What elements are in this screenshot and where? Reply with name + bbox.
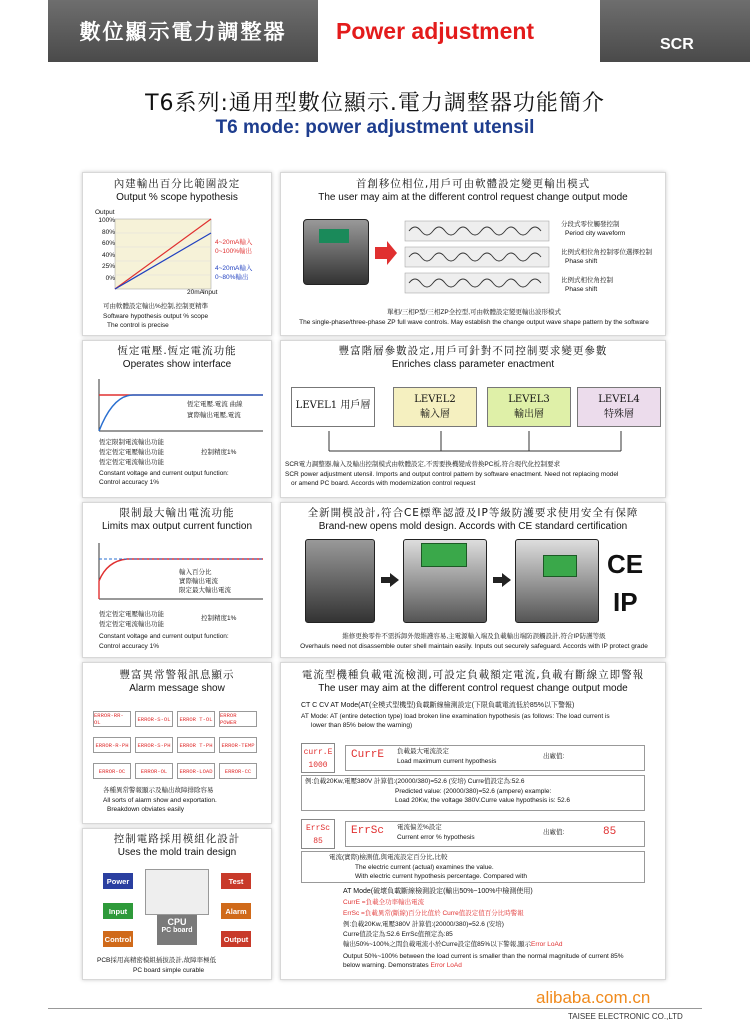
panel-title-cn: 控制電路採用模組化設計 — [113, 833, 241, 845]
example-2-en-2: With electric current hypothesis percentage. Compared with — [355, 873, 527, 880]
at-line-5-text: 輸出50%~100%之間負載電流小於Curre設定值85%以下警報,顯示 — [343, 941, 531, 948]
y-tick: 80% — [101, 228, 115, 236]
company-name: TAISEE ELECTRONIC CO.,LTD — [568, 1012, 683, 1021]
panel-output-mode — [280, 172, 666, 336]
factory-label-2: 出廠值: — [543, 829, 565, 836]
en-2: Control accuracy 1% — [99, 479, 159, 486]
block-input: Input — [103, 903, 133, 919]
panel-title-cn: 全新開模設計,符合CE標準認證及IP等級防護要求使用安全有保障 — [307, 507, 639, 519]
panel-mold-design — [280, 502, 666, 658]
arrow-icon — [493, 573, 511, 587]
panel-heading — [83, 178, 271, 204]
level-sub: 特殊層 — [604, 409, 634, 420]
panel-heading — [83, 833, 271, 859]
arrow-icon — [381, 573, 399, 587]
panel-heading — [83, 345, 271, 371]
setting-2-cn: 電流偏差%設定 — [397, 824, 442, 831]
cpu-block — [157, 915, 197, 945]
footer-divider — [48, 1008, 702, 1009]
block-output: Output — [221, 931, 251, 947]
alarm-code: ERROR-OL — [135, 763, 173, 779]
panel-title-cn: 豐富階層參數設定,用戶可針對不同控制要求變更參數 — [338, 345, 608, 357]
note-cn: 各種異常警報顯示及輸出故障排除容易 — [103, 787, 214, 794]
panel-title-cn: 電流型機種負載電流檢測,可設定負載額定電流,負載有斷線立即警報 — [301, 669, 645, 681]
x-axis-label: Input — [203, 289, 218, 296]
note-en-1: All sorts of alarm show and exportation. — [103, 797, 217, 804]
panel-title-en: Alarm message show — [129, 683, 225, 694]
panel-heading — [281, 178, 665, 204]
panel-heading — [83, 507, 271, 533]
note-cn: 維修更換零件不需拆卸外殼維護容易,主電源輸入端及負載輸出端防誤觸設計,符合IP防護等級 — [342, 633, 606, 640]
example-2-en-1: The electric current (actual) examines the value. — [355, 864, 494, 871]
alarm-code: ERROR T-PH — [177, 737, 215, 753]
text-1: 恆定限制電流輸出功能 — [99, 439, 164, 446]
panel-heading — [281, 507, 665, 533]
page-title-en-rest: : power adjustment utensil — [293, 117, 535, 138]
at-line-3: 例:負載20Kw,電壓380V 計算值:(20000/380)=52.6 (安培) — [343, 921, 504, 928]
pcb-board-3 — [543, 555, 577, 577]
header-badge: SCR — [660, 36, 694, 53]
panel-title-en: Operates show interface — [122, 359, 232, 370]
at-line-1: CurrE =負載全功率輸出電流 — [343, 899, 425, 906]
en-1: Constant voltage and current output function: — [99, 633, 229, 640]
panel-alarm — [82, 662, 272, 824]
error-load-label: Error LoAd — [531, 941, 563, 948]
alarm-code: ERROR-S-OL — [135, 711, 173, 727]
block-power: Power — [103, 873, 133, 889]
page-title-en — [0, 117, 750, 139]
level-4-box — [577, 387, 661, 427]
panel-title-cn: 恆定電壓.恆定電流功能 — [117, 345, 237, 357]
note-cn: PCB採用高精密模組插拔設計,故障率極低 — [97, 957, 217, 964]
y-tick: 40% — [101, 251, 115, 259]
note-en-1: Software hypothesis output % scope — [103, 313, 209, 320]
panel-heading — [83, 669, 271, 695]
note-en: The single-phase/three-phase ZP full wave controls. May establish the change output wave shape pattern by the software — [299, 319, 649, 326]
alarm-code: ERROR-R-PH — [93, 737, 131, 753]
setting-row-2 — [345, 821, 645, 847]
cpu-label: CPU — [167, 917, 187, 927]
level-name: LEVEL1 — [295, 400, 338, 411]
note-en-2: The control is precise — [107, 322, 169, 329]
page-title-cn: T6系列:通用型數位顯示.電力調整器功能簡介 — [145, 91, 605, 116]
y-tick: 25% — [101, 263, 115, 270]
alarm-code: ERROR-S-PH — [135, 737, 173, 753]
panel-title-en: The user may aim at the different control request change output mode — [318, 683, 628, 694]
text-1: 恆定恆定電壓輸出功能 — [99, 611, 164, 618]
device-image-1 — [305, 539, 375, 623]
level-connector — [321, 429, 631, 459]
at-line-7 — [343, 962, 462, 971]
example-2-cn: 電流(實際)檢測值,與電流設定百分比,比較 — [329, 854, 448, 861]
legend-1: 恆定電壓.電流 曲線 — [187, 401, 243, 408]
panel-title-en: The user may aim at the different control request change output mode — [318, 192, 628, 203]
legend-1: 輸入百分比 — [179, 569, 212, 576]
level-2-box — [393, 387, 477, 427]
wave3-en: Phase shift — [565, 286, 598, 293]
panel-title-cn: 內建輸出百分比範圍設定 — [113, 178, 241, 190]
panel-title-cn: 豐富異常警報訊息顯示 — [119, 669, 235, 681]
ip-mark: IP — [613, 587, 638, 617]
y-tick: 0% — [105, 274, 115, 282]
note-en-2: or amend PC board. Accords with modernization control request — [291, 480, 476, 487]
note-cn: 可由軟體設定輸出%控制,控制更精準 — [103, 303, 209, 310]
device-image-3 — [515, 539, 599, 623]
setting-1-en: Load maximum current hypothesis — [397, 758, 497, 765]
note-en: PC board simple curable — [133, 967, 205, 974]
at-line-7-text: below warning. Demonstrates — [343, 962, 431, 969]
legend-2: 實際輸出電流 — [179, 578, 218, 585]
panel-levels — [280, 340, 666, 498]
wave1-en: Period city waveform — [565, 230, 626, 237]
level-name: LEVEL4 — [598, 394, 640, 405]
alarm-code: ERROR POWER — [219, 711, 257, 727]
display-value: 85 — [313, 837, 323, 846]
alarm-code: ERROR-CC — [219, 763, 257, 779]
wave1-cn: 分段式零位觸發控制 — [561, 221, 620, 228]
panel-title-cn: 限制最大輸出電流功能 — [119, 507, 235, 519]
x-end-label: 20mA — [187, 289, 204, 296]
y-tick: 60% — [101, 240, 115, 247]
alarm-code: ERROR-TEMP — [219, 737, 257, 753]
display-value: 1000 — [308, 761, 328, 770]
waveform-panel — [403, 217, 553, 297]
alarm-code: ERROR T-OL — [177, 711, 215, 727]
note-en-1: SCR power adjustment utensil. Imports and output control pattern by software enactment. Need not replacing model — [285, 471, 619, 478]
legend-line-80: 4~20mA輸入0~80%輸出 — [215, 265, 253, 281]
example-1-en-2: Load 20Kw, the voltage 380V.Curre value hypothesis is: 52.6 — [395, 797, 571, 804]
y-axis-label: Output — [95, 209, 115, 216]
display-text: ErrSc — [305, 824, 330, 833]
device-display — [319, 229, 349, 243]
at-line-5 — [343, 941, 562, 950]
panel-title-cn: 首創移位相位,用戶可由軟體設定變更輸出模式 — [355, 178, 591, 190]
arrow-icon — [373, 241, 399, 265]
example-1-en-1: Predicted value: (20000/380)=52.6 (ampere) example: — [395, 788, 552, 795]
panel-title-en: Output % scope hypothesis — [116, 192, 238, 203]
at-line-6: Output 50%~100% between the load current is smaller than the normal magnitude of current 85% — [343, 953, 624, 960]
display-errsc — [301, 819, 335, 849]
pcb-board-2 — [421, 543, 467, 567]
text-1b: 控制精度1% — [201, 615, 237, 622]
output-scope-chart — [91, 217, 271, 301]
at-line-2: ErrSc =負載異常(斷線)百分比值於 Curre值設定值百分比時警報 — [343, 910, 524, 917]
level-1-box — [291, 387, 375, 427]
note-en-2: Breakdown obviates easily — [107, 806, 184, 813]
block-control: Control — [103, 931, 133, 947]
panel-title-en: Limits max output current function — [101, 521, 253, 532]
panel-heading — [281, 345, 665, 371]
module-image — [145, 869, 209, 915]
at-line-4: Curre值設定為:52.6 ErrSc值預定為:85 — [343, 931, 453, 938]
watermark: alibaba.com.cn — [536, 988, 651, 1007]
level-sub: 輸入層 — [420, 409, 450, 420]
panel-constant-vi — [82, 340, 272, 498]
display-curre — [301, 743, 335, 773]
alarm-code: ERROR-RR-OL — [93, 711, 131, 727]
note-cn: 單相/三相P型/三相ZP全控型,可由軟體設定變更輸出波形模式 — [386, 309, 562, 316]
en-2: Control accuracy 1% — [99, 643, 159, 650]
example-1-cn: 例:負載20Kw,電壓380V 計算值:(20000/380)=52.6 (安培) Curre值設定為:52.6 — [305, 778, 525, 785]
level-name: LEVEL3 — [508, 394, 550, 405]
header-title-cn: 數位顯示電力調整器 — [48, 0, 318, 62]
pcb-label: PC board — [161, 927, 193, 934]
en-1: Constant voltage and current output function: — [99, 470, 229, 477]
note-en: Overhauls need not disassemble outer shell maintain easily. Inputs out securely safeguard. Accords with IP protect grade — [300, 643, 648, 650]
text-3: 恆定恆定電流輸出功能 — [99, 459, 164, 466]
header-title-en: Power adjustment — [336, 18, 535, 44]
mode-line: CT C CV AT Mode(AT(全模式型機型)負載斷線檢測設定(下限負載電流低於85%以下警報) — [301, 702, 575, 709]
page-title-en-bold: T6 mode — [215, 117, 294, 138]
panel-heading — [281, 669, 665, 695]
setting-2-en: Current error % hypothesis — [397, 834, 475, 841]
ce-mark: CE — [607, 549, 644, 579]
panel-output-scope — [82, 172, 272, 336]
panel-title-en: Brand-new opens mold design. Accords with CE standard certification — [318, 521, 628, 532]
level-sub: 輸出層 — [514, 409, 544, 420]
level-name: LEVEL2 — [414, 394, 456, 405]
panel-title-en: Uses the mold train design — [117, 847, 237, 858]
factory-label-1: 出廠值: — [543, 753, 565, 760]
y-tick: 100% — [98, 217, 115, 224]
level-3-box — [487, 387, 571, 427]
panel-title-en: Enriches class parameter enactment — [391, 359, 555, 370]
y-tick-labels — [87, 217, 115, 283]
text-2: 恆定恆定電壓輸出功能 — [99, 449, 164, 456]
wave2-cn: 比例式相位角控制零位選擇控制 — [561, 249, 652, 256]
wave2-en: Phase shift — [565, 258, 598, 265]
error-load-label: Error LoAd — [430, 962, 462, 969]
note-cn: SCR電力調整器,輸入及輸出控制模式由軟體設定,不需要換機變成替換PC板,符合現代化控制要求 — [285, 461, 561, 468]
code-curre: CurrE — [351, 749, 385, 761]
panel-load-detection — [280, 662, 666, 980]
block-alarm: Alarm — [221, 903, 251, 919]
mode-en-2: lower than 85% below the warning) — [311, 722, 413, 729]
code-errsc: ErrSc — [351, 825, 385, 837]
alarm-code: ERROR-OC — [93, 763, 131, 779]
panel-module-design — [82, 828, 272, 980]
text-2b: 控制精度1% — [201, 449, 237, 456]
factory-value-2: 85 — [603, 826, 617, 838]
display-text: curr.E — [303, 748, 333, 757]
text-2: 恆定恆定電流輸出功能 — [99, 621, 164, 628]
setting-1-cn: 負載最大電流設定 — [397, 748, 449, 755]
panel-max-current — [82, 502, 272, 658]
wave3-cn: 比例式相位角控制 — [561, 277, 613, 284]
block-test: Test — [221, 873, 251, 889]
at-title: AT Mode(破壞負載斷線檢測設定(輸出50%~100%中檢測使用) — [343, 888, 533, 895]
mode-en-1: AT Mode: AT (entire detection type) load broken line examination hypothesis (as follows: The load current is — [301, 713, 610, 720]
legend-line-100: 4~20mA輸入0~100%輸出 — [215, 239, 253, 255]
legend-3: 限定最大輸出電流 — [179, 587, 231, 594]
legend-2: 實際輸出電壓,電流 — [187, 412, 241, 419]
alarm-code: ERROR-LOAD — [177, 763, 215, 779]
level-sub: 用戶層 — [340, 400, 371, 411]
